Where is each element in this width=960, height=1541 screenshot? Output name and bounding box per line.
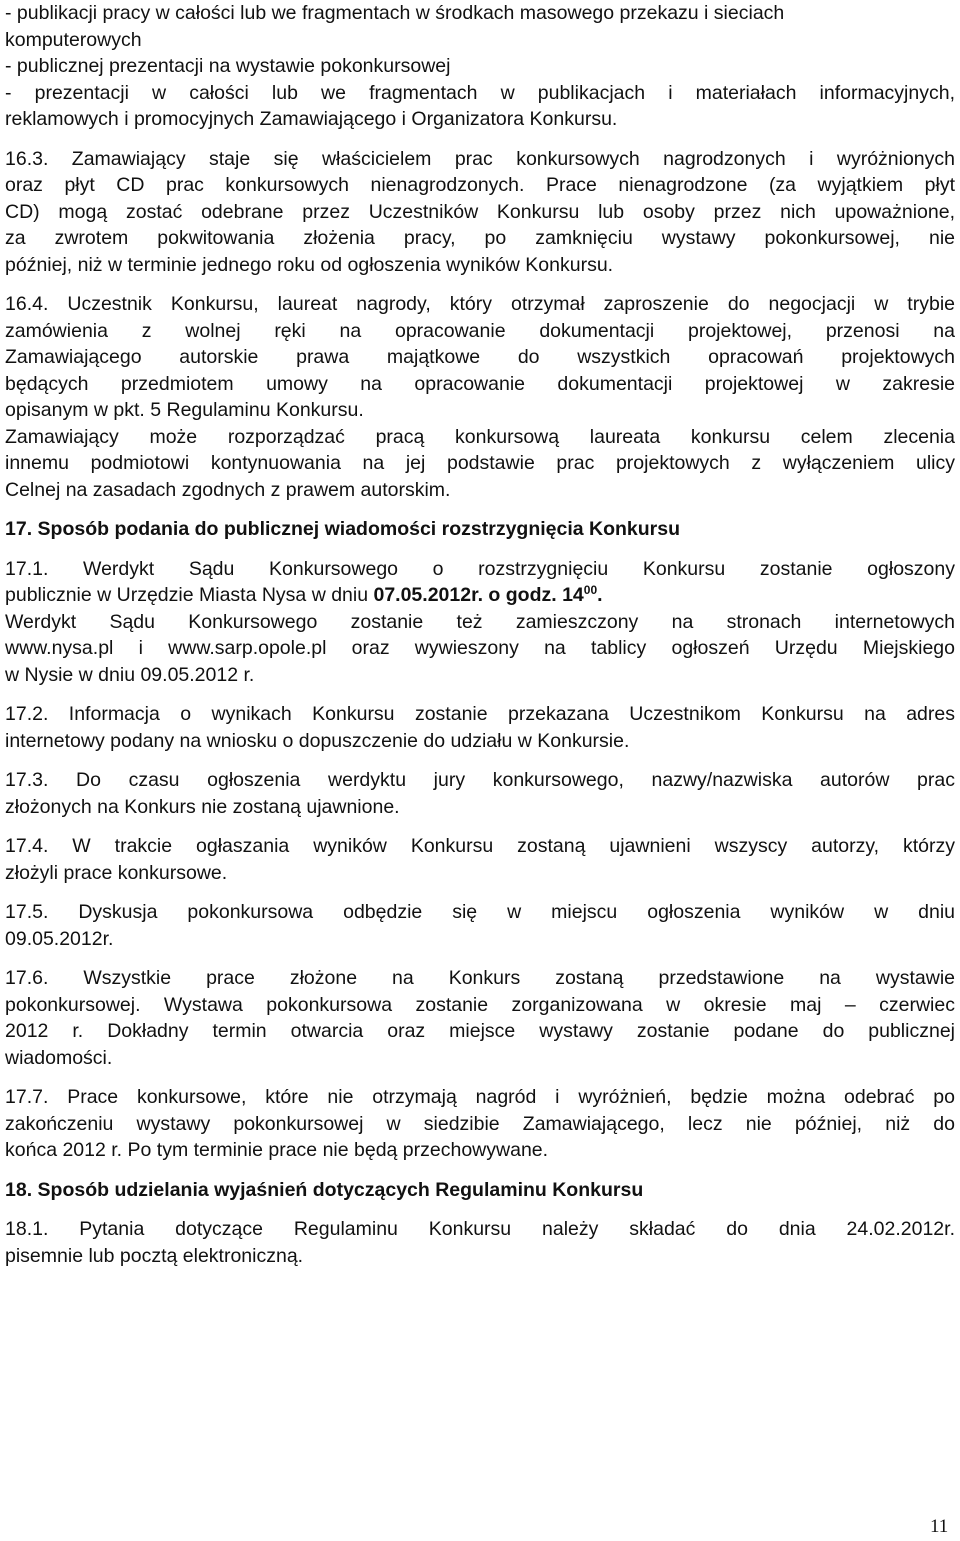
paragraph-line: pisemnie lub pocztą elektroniczną. (5, 1244, 304, 1267)
paragraph-16-3 (5, 146, 955, 279)
paragraph-line: 17.5. Dyskusja pokonkursowa odbędzie się w miejscu ogłoszenia wyników w dniu (5, 901, 955, 923)
paragraph-line: 17.1. Werdykt Sądu Konkursowego o rozstrzygnięciu Konkursu zostanie ogłoszony (5, 557, 955, 580)
paragraph-line: złożyli prace konkursowe. (5, 861, 228, 884)
paragraph-16-4 (5, 291, 955, 503)
document-page (5, 0, 955, 1269)
paragraph-17-2 (5, 701, 955, 754)
paragraph-17-5 (5, 899, 955, 952)
paragraph-line: zakończeniu wystawy pokonkursowej w siedzibie Zamawiającego, lecz nie później, niż do (5, 1112, 955, 1135)
paragraph-line: 17.2. Informacja o wynikach Konkursu zostanie przekazana Uczestnikom Konkursu na adres (5, 703, 955, 725)
paragraph-line: później, niż w terminie jednego roku od ogłoszenia wyników Konkursu. (5, 253, 614, 276)
paragraph-text: publicznie w Urzędzie Miasta Nysa w dniu (5, 584, 374, 606)
paragraph-line: zamówienia z wolnej ręki na opracowanie dokumentacji projektowej, przenosi na (5, 319, 955, 342)
paragraph-line: w Nysie w dniu 09.05.2012 r. (5, 663, 255, 686)
paragraph-line: Celnej na zasadach zgodnych z prawem autorskim. (5, 478, 451, 501)
time-minutes: 00 (583, 583, 598, 597)
paragraph-line: www.nysa.pl i www.sarp.opole.pl oraz wywieszony na tablicy ogłoszeń Urzędu Miejskiego (5, 637, 955, 659)
list-item-line: - prezentacji w całości lub we fragmentach w publikacjach i materiałach informacyjnych, (5, 81, 955, 104)
paragraph-line: Zamawiający może rozporządzać pracą konkursową laureata konkursu celem zlecenia (5, 425, 955, 448)
paragraph-line: 18.1. Pytania dotyczące Regulaminu Konkursu należy składać do dnia 24.02.2012r. (5, 1218, 955, 1240)
paragraph-17-4 (5, 833, 955, 886)
list-item-line: - publicznej prezentacji na wystawie pokonkursowej (5, 55, 451, 77)
paragraph-line (5, 582, 955, 609)
paragraph-17-3 (5, 767, 955, 820)
announcement-datetime: 07.05.2012r. o godz. 14 (373, 584, 584, 606)
paragraph-17-7 (5, 1084, 955, 1164)
paragraph-line: Werdykt Sądu Konkursowego zostanie też zamieszczony na stronach internetowych (5, 610, 955, 633)
paragraph-line: oraz płyt CD prac konkursowych nienagrodzonych. Prace nienagrodzone (za wyjątkiem płyt (5, 174, 955, 196)
paragraph-line: 17.6. Wszystkie prace złożone na Konkurs zostaną przedstawione na wystawie (5, 967, 955, 989)
paragraph-line: będących przedmiotem umowy na opracowanie dokumentacji projektowej w zakresie (5, 372, 955, 395)
paragraph-18-1 (5, 1216, 955, 1269)
paragraph-line: 17.7. Prace konkursowe, które nie otrzymają nagród i wyróżnień, będzie można odebrać po (5, 1086, 955, 1108)
paragraph-line: złożonych na Konkurs nie zostaną ujawnione. (5, 795, 400, 818)
paragraph-line: wiadomości. (5, 1046, 113, 1069)
paragraph-line: 16.3. Zamawiający staje się właścicielem prac konkursowych nagrodzonych i wyróżnionych (5, 147, 955, 170)
paragraph-line: końca 2012 r. Po tym terminie prace nie będą przechowywane. (5, 1139, 549, 1161)
paragraph-17-1 (5, 556, 955, 689)
paragraph-line: 17.4. W trakcie ogłaszania wyników Konkursu zostaną ujawnieni wszyscy autorzy, którzy (5, 835, 955, 857)
section-heading-18: 18. Sposób udzielania wyjaśnień dotyczących Regulaminu Konkursu (5, 1178, 644, 1201)
list-item-line: komputerowych (5, 28, 142, 51)
paragraph-line: 09.05.2012r. (5, 927, 114, 950)
paragraph-line: pokonkursowej. Wystawa pokonkursowa zostanie zorganizowana w okresie maj – czerwiec (5, 993, 955, 1016)
paragraph-line: 17.3. Do czasu ogłoszenia werdyktu jury konkursowego, nazwy/nazwiska autorów prac (5, 769, 955, 791)
paragraph-line: 16.4. Uczestnik Konkursu, laureat nagrody, który otrzymał zaproszenie do negocjacji w trybie (5, 293, 955, 315)
paragraph-line: internetowy podany na wniosku o dopuszczenie do udziału w Konkursie. (5, 729, 630, 752)
paragraph-line: 2012 r. Dokładny termin otwarcia oraz miejsce wystawy zostanie podane do publicznej (5, 1020, 955, 1042)
paragraph-line: CD) mogą zostać odebrane przez Uczestników Konkursu lub osoby przez nich upoważnione, (5, 200, 955, 223)
sentence-end: . (597, 584, 603, 606)
page-number: 11 (930, 1516, 949, 1537)
paragraph-line: opisanym w pkt. 5 Regulaminu Konkursu. (5, 399, 364, 421)
paragraph-line: za zwrotem pokwitowania złożenia pracy, po zamknięciu wystawy pokonkursowej, nie (5, 227, 955, 249)
intro-list (5, 0, 955, 133)
paragraph-line: Zamawiającego autorskie prawa majątkowe do wszystkich opracowań projektowych (5, 346, 955, 368)
paragraph-17-6 (5, 965, 955, 1071)
section-heading-17: 17. Sposób podania do publicznej wiadomości rozstrzygnięcia Konkursu (5, 518, 681, 540)
list-item-line: reklamowych i promocyjnych Zamawiającego i Organizatora Konkursu. (5, 108, 618, 130)
paragraph-line: innemu podmiotowi kontynuowania na jej podstawie prac projektowych z wyłączeniem ulicy (5, 452, 955, 474)
list-item-line: - publikacji pracy w całości lub we fragmentach w środkach masowego przekazu i sieciach (5, 2, 785, 24)
